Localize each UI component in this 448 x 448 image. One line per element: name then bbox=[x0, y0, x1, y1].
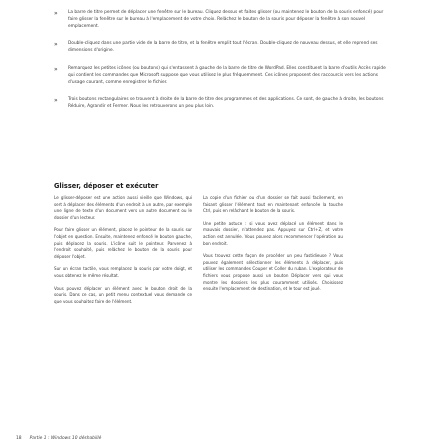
bullet-item bbox=[54, 41, 392, 55]
bullet-item bbox=[54, 10, 392, 30]
bullet-text: Double-cliquez dans une partie vide de la barre de titre, et la fenêtre emplit tout l'écran. Double-cliquez de nouveau dessus, et elle reprend ses dimensions d'origine. bbox=[68, 41, 378, 54]
page-footer bbox=[16, 436, 101, 441]
bullet-item bbox=[54, 97, 392, 111]
paragraph: Pour faire glisser un élément, placez le pointeur de la souris sur l'objet en question. Ensuite, maintenez enfoncé le bouton gauche, puis déplacez la souris. L'icône suit le pointeur. Parvenez à l'endroit souhaité, puis relâchez le bouton de la souris pour déposer l'objet. bbox=[54, 227, 192, 259]
paragraph: Vous trouvez cette façon de procéder un peu fastidieuse ? Vous pouvez également sélectionner les éléments à déplacer, puis utiliser les commandes Couper et Coller du ruban. L'explorateur de fichiers vous propose aussi un bouton Déplacer vers qui vous montre les dossiers les plus couramment utilisés. Choisissez ensuite l'emplacement de destination, et le tour est joué. bbox=[203, 253, 343, 292]
bullet-marker: » bbox=[54, 10, 58, 17]
section-title: Glisser, déposer et exécuter bbox=[54, 182, 159, 190]
bullet-marker: » bbox=[54, 65, 58, 73]
bullet-list bbox=[54, 10, 392, 122]
bullet-item bbox=[54, 66, 392, 86]
paragraph: Vous pouvez déplacer un élément avec le bouton droit de la souris. Dans ce cas, un petit menu contextuel vous demande ce que vous souhaitez faire de l'élément. bbox=[54, 285, 192, 304]
running-footer: Partie 1 : Windows 10 déshabillé bbox=[29, 436, 102, 441]
paragraph: Sur un écran tactile, vous remplacez la souris par votre doigt, et vous obtenez le même résultat. bbox=[54, 266, 192, 278]
bullet-marker: » bbox=[54, 41, 58, 49]
bullet-text: La barre de titre permet de déplacer une fenêtre sur le bureau. Cliquez dessus et faites glisser (ou maintenez le bouton de la souris enfoncé) pour faire glisser la fenêtre sur le bureau à l'emplacement de votre choix. Relâchez le bouton de la souris pour déposer la fenêtre à son nouvel emplacement. bbox=[68, 10, 384, 29]
paragraph: Le glisser-déposer est une action aussi vieille que Windows, qui sert à déplacer des éléments d'un endroit à un autre, par exemple une ligne de texte d'un document vers un autre document ou le dossier d'un lecteur. bbox=[54, 195, 192, 220]
bullet-text: Trois boutons rectangulaires se trouvent à droite de la barre de titre des programmes et des applications. Ce sont, de gauche à droite, les boutons Réduire, Agrandir et Fermer. Nous les retrouverons un peu plus loin. bbox=[68, 97, 384, 110]
bullet-text: Remarquez les petites icônes (ou boutons) qui s'entassent à gauche de la barre de titre de WordPad. Elles constituent la barre d'outils Accès rapide qui contient les commandes que Microsoft suppose que vous utilisez le plus fréquemment. Ces icônes proposent des raccourcis vers les actions d'usage courant, comme enregistrer le fichier. bbox=[68, 65, 386, 85]
paragraph: La copie d'un fichier ou d'un dossier se fait aussi facilement, en faisant glisser l'élément tout en maintenant enfoncée la touche Ctrl, puis en relâchant le bouton de la souris. bbox=[203, 195, 343, 214]
right-column bbox=[203, 195, 343, 299]
left-column bbox=[54, 195, 192, 311]
page-number: 18 bbox=[16, 436, 22, 441]
paragraph: Une petite astuce : si vous avez déplacé un élément dans le mauvais dossier, n'attendez pas. Appuyez sur Ctrl+Z, et votre action est annulée. Vous pouvez alors recommencer l'opération au bon endroit. bbox=[203, 220, 343, 246]
bullet-marker: » bbox=[54, 97, 58, 105]
